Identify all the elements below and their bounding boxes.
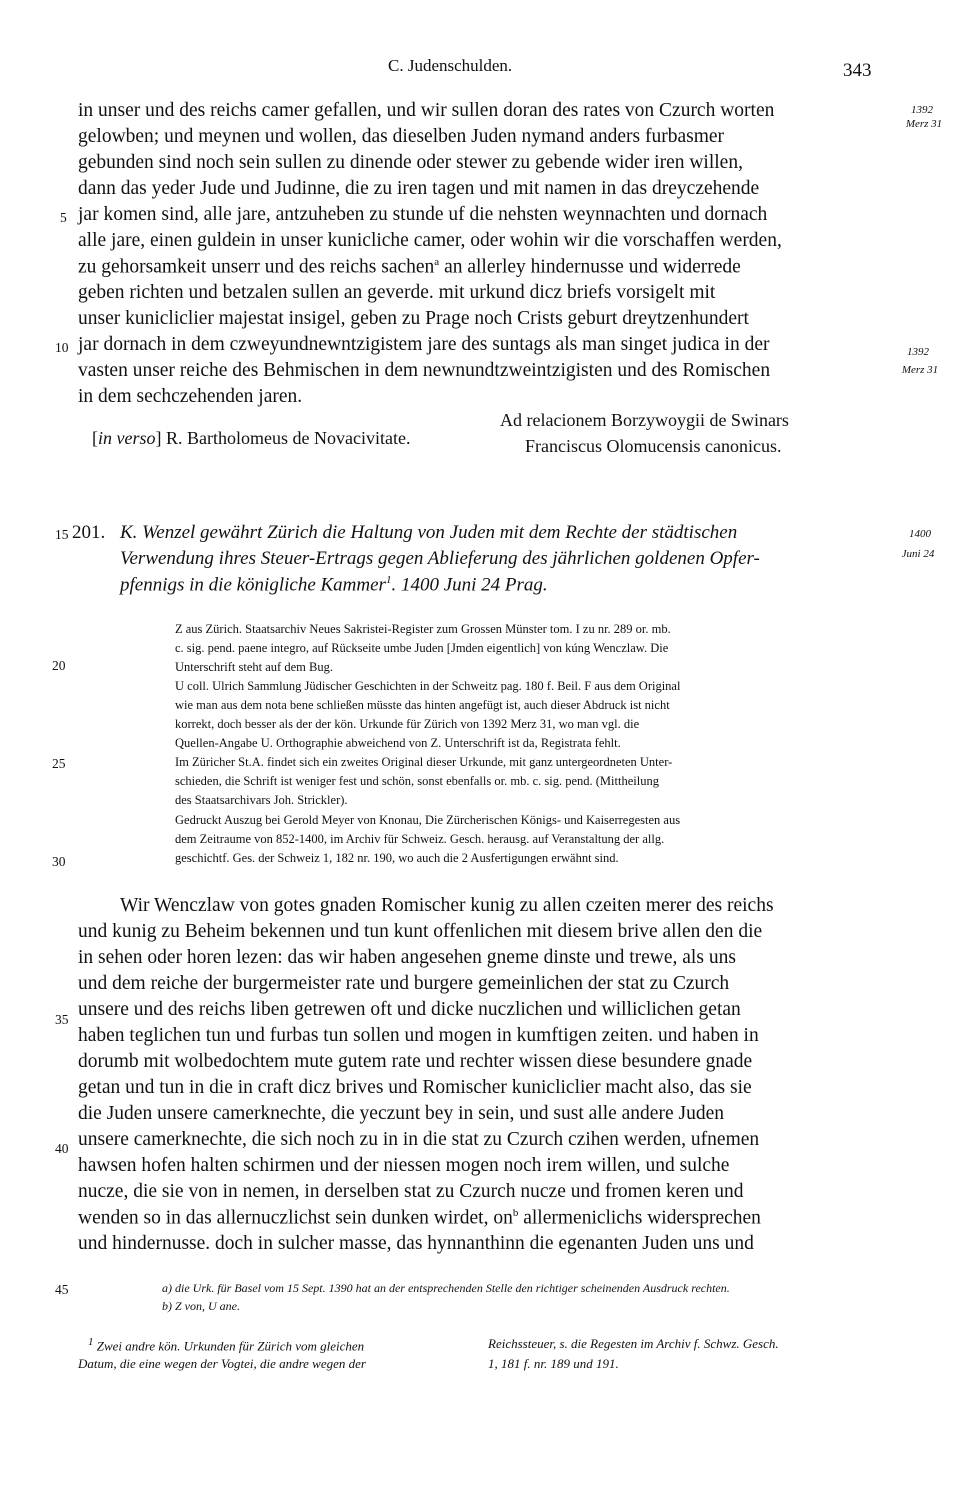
upper-line: unser kunicliclier majestat insigel, geben zu Prage noch Crists geburt dreytzenhundert: [78, 308, 749, 329]
upper-line: zu gehorsamkeit unserr und des reichs sachen$^a$ an allerley hindernusse und widerrede: [78, 256, 741, 278]
page-number: 343: [843, 60, 872, 81]
signature-line: Franciscus Olomucensis canonicus.: [525, 436, 782, 456]
line-number: 25: [52, 756, 66, 771]
charter-line: und dem reiche der burgermeister rate und burgere gemeinlichen der stat zu Czurch: [78, 973, 730, 994]
margin-date-year: 1392: [911, 104, 933, 116]
line-number: 35: [55, 1012, 69, 1027]
apparatus-line: korrekt, doch besser als der der kön. Urkunde für Zürich von 1392 Merz 31, wo man vgl. die: [175, 717, 640, 731]
upper-line: dann das yeder Jude und Judinne, die zu iren tagen und mit namen in das dreyczehende: [78, 178, 760, 199]
variant-note-b: b: [512, 1207, 519, 1219]
margin-date-day: Juni 24: [901, 548, 935, 560]
charter-line: haben teglichen tun und furbas tun sollen und mogen in kumftigen zeiten. und haben in: [78, 1025, 759, 1046]
regest-line: Verwendung ihres Steuer-Ertrags gegen Ablieferung des jährlichen goldenen Opfer-: [120, 548, 760, 569]
margin-date-day: Merz 31: [905, 118, 943, 130]
footnote-marker: 1: [385, 574, 392, 586]
footnote-line: $^1$ Zwei andre kön. Urkunden für Zürich vom gleichen: [88, 1336, 365, 1354]
document-number: 201.: [72, 522, 106, 543]
charter-line: unsere und des reichs liben getrewen oft und dicke nuczlichen und williclichen getan: [78, 999, 741, 1020]
charter-line: Wir Wenczlaw von gotes gnaden Romischer kunig zu allen czeiten merer des reichs: [120, 895, 774, 916]
apparatus-line: c. sig. pend. paene integro, auf Rückseite umbe Juden [Jmden eigentlich] von kúng Wenczlaw. Die: [175, 641, 669, 655]
footnote-line: Datum, die eine wegen der Vogtei, die andre wegen der: [78, 1356, 366, 1371]
footnote-line: 1, 181 f. nr. 189 und 191.: [488, 1356, 619, 1371]
charter-line: und hindernusse. doch in sulcher masse, das hynnanthinn die egenanten Juden uns und: [78, 1233, 754, 1254]
apparatus-line: wie man aus dem nota bene schließen müsste das hinten angefügt ist, auch dieser Abdruck ist nicht: [175, 698, 670, 712]
charter-line: und kunig zu Beheim bekennen und tun kunt offenlichen mit diesem brive allen den die: [78, 921, 763, 942]
line-number: 20: [52, 658, 66, 673]
variant-note: a) die Urk. für Basel vom 15 Sept. 1390 hat an der entsprechenden Stelle den richtiger scheinenden Ausdruck rechten.: [162, 1281, 730, 1295]
apparatus-line: Gedruckt Auszug bei Gerold Meyer von Knonau, Die Zürcherischen Königs- und Kaiserregesten aus: [175, 813, 681, 827]
margin-date-year: 1392: [907, 346, 929, 358]
variant-note-a: a: [434, 256, 440, 268]
margin-date-year: 1400: [909, 528, 931, 540]
variant-note: b) Z von, U ane.: [162, 1299, 240, 1313]
footnote-line: Reichssteuer, s. die Regesten im Archiv f. Schwz. Gesch.: [488, 1336, 779, 1351]
inverso-signature: [in verso] R. Bartholomeus de Novacivitate.: [92, 428, 411, 448]
upper-line: geben richten und betzalen sullen an geverde. mit urkund dicz briefs vorsigelt mit: [78, 282, 716, 303]
charter-line: die Juden unsere camerknechte, die yeczunt bey in sein, und sust alle andere Juden: [78, 1103, 724, 1124]
margin-date-day: Merz 31: [901, 364, 939, 376]
apparatus-line: Quellen-Angabe U. Orthographie abweichend von Z. Unterschrift ist da, Registrata fehlt.: [175, 736, 621, 750]
apparatus-line: U coll. Ulrich Sammlung Jüdischer Geschichten in der Schweitz pag. 180 f. Beil. F aus dem Original: [175, 679, 681, 693]
regest-line: K. Wenzel gewährt Zürich die Haltung von Juden mit dem Rechte der städtischen: [120, 522, 738, 543]
line-number: 10: [55, 340, 69, 355]
running-title: C. Judenschulden.: [388, 56, 513, 75]
charter-line: nucze, die sie von in nemen, in derselben stat zu Czurch nucze und fromen keren und: [78, 1181, 744, 1202]
charter-line: in sehen oder horen lezen: das wir haben angesehen gneme dinste und trewe, als uns: [78, 947, 736, 968]
upper-line: jar dornach in dem czweyundnewntzigistem jare des suntags als man singet judica in der: [78, 334, 770, 355]
relacionem-line: Ad relacionem Borzywoygii de Swinars: [500, 410, 789, 430]
upper-line: alle jare, einen guldein in unser kunicliche camer, oder wohin wir die vorschaffen werden,: [78, 230, 782, 251]
apparatus-line: des Staatsarchivars Joh. Strickler).: [175, 793, 348, 807]
upper-line: in unser und des reichs camer gefallen, und wir sullen doran des rates von Czurch worten: [78, 100, 775, 121]
regest-line: pfennigs in die königliche Kammer$^1$. 1400 Juni 24 Prag.: [120, 574, 548, 596]
apparatus-line: schieden, die Schrift ist weniger fest und schön, sonst ebenfalls or. mb. c. sig. pend. (Mittheilung: [175, 774, 659, 788]
charter-line: getan und tun in die in craft dicz brives und Romischer kunicliclier macht also, das sie: [78, 1077, 752, 1098]
upper-line: gebunden sind noch sein sullen zu dinende oder stewer zu gebende wider iren willen,: [78, 152, 743, 173]
upper-line: gelowben; und meynen und wollen, das dieselben Juden nymand anders furbasmer: [78, 126, 725, 147]
apparatus-line: Im Züricher St.A. findet sich ein zweites Original dieser Urkunde, mit ganz untergeordneten Unter-: [175, 755, 673, 769]
apparatus-line: Unterschrift steht auf dem Bug.: [175, 660, 333, 674]
charter-line: wenden so in das allernuczlichst sein dunken wirdet, $on^b$ allermeniclichs widersprechen: [78, 1207, 761, 1229]
apparatus-line: geschichtf. Ges. der Schweiz 1, 182 nr. 190, wo auch die 2 Ausfertigungen erwähnt sind.: [175, 851, 619, 865]
charter-line: dorumb mit wolbedochtem mute gutem rate und rechter wissen diese besundere gnade: [78, 1051, 753, 1072]
apparatus-line: Z aus Zürich. Staatsarchiv Neues Sakristei-Register zum Grossen Münster tom. I zu nr. 289 or. mb.: [175, 622, 671, 636]
apparatus-line: dem Zeitraume von 852-1400, im Archiv für Schweiz. Gesch. herausg. auf Veranstaltung der allg.: [175, 832, 665, 846]
upper-line: jar komen sind, alle jare, antzuheben zu stunde uf die nehsten weynnachten und dornach: [78, 204, 768, 225]
charter-line: hawsen hofen halten schirmen und der niessen mogen noch irem willen, und sulche: [78, 1155, 730, 1176]
line-number: 40: [55, 1141, 69, 1156]
line-number: 45: [55, 1282, 69, 1297]
line-number: 15: [55, 527, 69, 542]
line-number: 30: [52, 854, 66, 869]
upper-line: in dem sechczehenden jaren.: [78, 386, 303, 407]
upper-line: vasten unser reiche des Behmischen in dem newnundtzweintzigisten und des Romischen: [78, 360, 771, 381]
line-number: 5: [60, 210, 67, 225]
charter-line: unsere camerknechte, die sich noch zu in in die stat zu Czurch czihen werden, ufnemen: [78, 1129, 760, 1150]
